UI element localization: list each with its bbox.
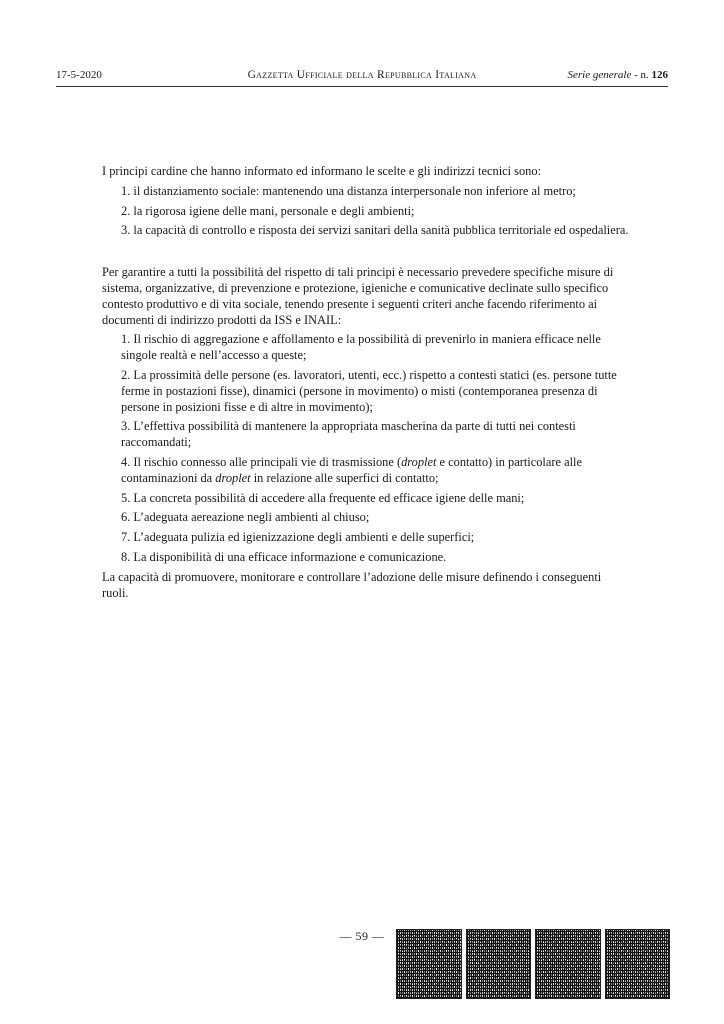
criteria-text: 4. Il rischio connesso alle principali vie di trasmissione (: [121, 454, 402, 469]
header-rule: [56, 86, 668, 87]
spacer: [102, 243, 630, 265]
datamatrix-code: [466, 929, 532, 999]
closing-text: La capacità di promuovere, monitorare e controllare l’adozione delle misure definendo i conseguenti ruoli.: [102, 569, 602, 600]
datamatrix-code: [605, 929, 671, 999]
principle-item: 1. il distanziamento sociale: mantenendo una distanza interpersonale non inferiore al metro;: [121, 183, 576, 198]
measures-paragraph: Per garantire a tutti la possibilità del rispetto di tali principi è necessario prevedere specifiche misure di sistema, organizzative, di prevenzione e protezione, igieniche e comunicative declinate sullo specifico contesto produttivo e di vita sociale, tenendo presente i seguenti criteri anche facendo riferimento ai documenti di indirizzo prodotti da ISS e INAIL:: [102, 265, 614, 327]
criteria-item: 1. Il rischio di aggregazione e affollamento e la possibilità di prevenirlo in maniera efficace nelle singole realtà e nell’accesso a queste;: [121, 332, 601, 363]
series-number: 126: [651, 69, 668, 81]
criteria-list: [102, 332, 630, 565]
page-number: — 59 —: [339, 929, 385, 943]
datamatrix-code: [535, 929, 601, 999]
principle-item: 2. la rigorosa igiene delle mani, personale e degli ambienti;: [121, 203, 415, 218]
intro-text: I principi cardine che hanno informato ed informano le scelte e gli indirizzi tecnici sono:: [102, 164, 542, 178]
principles-list: [102, 184, 630, 239]
droplet-term: droplet: [215, 470, 251, 485]
criteria-item: [121, 455, 630, 487]
gazette-title: Gazzetta Ufficiale della Repubblica Italiana: [247, 69, 477, 81]
criteria-item: 5. La concreta possibilità di accedere alla frequente ed efficace igiene delle mani;: [121, 490, 525, 505]
criteria-item: 7. L’adeguata pulizia ed igienizzazione degli ambienti e delle superfici;: [121, 530, 475, 545]
criteria-item: 6. L’adeguata aereazione negli ambienti al chiuso;: [121, 510, 370, 525]
principle-item: 3. la capacità di controllo e risposta dei servizi sanitari della sanità pubblica territoriale ed ospedaliera.: [121, 223, 629, 238]
criteria-item: 8. La disponibilità di una efficace informazione e comunicazione.: [121, 549, 447, 564]
criteria-text: e contatto) in particolare alle contaminazioni da: [121, 454, 582, 485]
issue-date: 17-5-2020: [56, 69, 102, 81]
document-body: [102, 164, 630, 601]
series-separator: - n.: [631, 69, 652, 81]
datamatrix-codes: [396, 929, 670, 999]
series-info: [567, 69, 668, 81]
series-label: Serie generale: [567, 69, 632, 81]
criteria-item: 3. L’effettiva possibilità di mantenere la appropriata mascherina da parte di tutti nei contesti raccomandati;: [121, 419, 576, 450]
droplet-term: droplet: [401, 454, 437, 469]
criteria-text: in relazione alle superfici di contatto;: [250, 470, 439, 485]
page-header: [56, 69, 668, 85]
criteria-item: 2. La prossimità delle persone (es. lavoratori, utenti, ecc.) rispetto a contesti statici (es. persone tutte ferme in postazioni fisse), dinamici (persone in movimento) o misti (contemporanea presenza di persone in posizioni fisse e di altre in movimento);: [121, 367, 617, 414]
datamatrix-code: [396, 929, 462, 999]
